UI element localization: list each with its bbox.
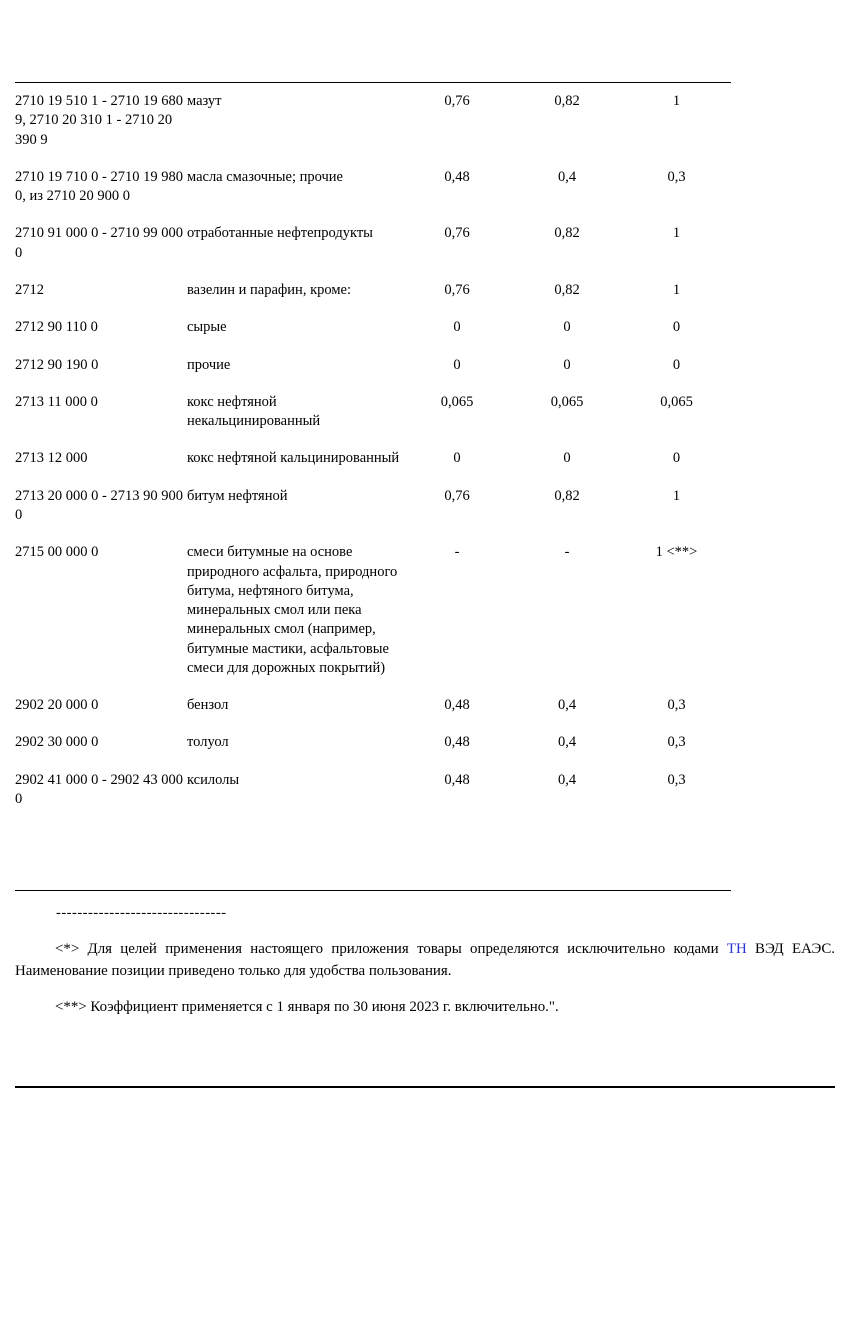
table-bottom-rule xyxy=(15,890,731,891)
cell-code: 2712 90 110 0 xyxy=(15,319,98,336)
cell-code: 2710 19 510 1 - 2710 19 680 9, 2710 20 310 1 - 2710 20 390 9 xyxy=(15,93,183,148)
cell-value-3: 0,3 xyxy=(667,168,686,185)
footnote-1-prefix: <*> Для целей применения настоящего приложения товары определяются исключительно кодами xyxy=(55,941,727,957)
cell-value-2: 0,4 xyxy=(557,734,577,751)
cell-value-2: 0 xyxy=(563,319,571,336)
cell-value-1: 0 xyxy=(453,356,461,373)
cell-value-2: 0,82 xyxy=(554,93,580,109)
cell-value-2: 0 xyxy=(563,450,571,467)
cell-code: 2712 xyxy=(15,281,44,298)
table-row xyxy=(15,724,731,761)
cell-name: бензол xyxy=(187,697,229,714)
cell-code: 2713 12 000 xyxy=(15,450,88,467)
page-bottom-rule xyxy=(15,1086,835,1088)
cell-value-3: 0,3 xyxy=(667,697,686,714)
cell-value-2: - xyxy=(564,544,570,561)
cell-code: 2712 90 190 0 xyxy=(15,356,99,373)
cell-value-1: 0,48 xyxy=(444,168,470,185)
cell-value-3: 0,065 xyxy=(660,393,693,410)
cell-value-1: - xyxy=(454,544,460,561)
cell-value-3: 0,3 xyxy=(667,734,686,751)
cell-name: ксилолы xyxy=(187,771,240,788)
cell-code: 2710 91 000 0 - 2710 99 000 0 xyxy=(15,225,183,261)
cell-code: 2902 30 000 0 xyxy=(15,734,99,751)
cell-name: сырые xyxy=(187,319,227,336)
table-row xyxy=(15,347,731,384)
cell-value-2: 0,065 xyxy=(550,393,584,410)
cell-value-2: 0,4 xyxy=(557,771,577,788)
footnote-separator: -------------------------------- xyxy=(56,905,227,921)
cell-code: 2710 19 710 0 - 2710 19 980 0, из 2710 20 900 0 xyxy=(15,168,183,205)
cell-name: кокс нефтяной кальцинированный xyxy=(187,450,400,467)
cell-value-1: 0 xyxy=(453,450,461,467)
cell-value-3: 1 xyxy=(672,225,681,242)
cell-value-2: 0,82 xyxy=(554,281,580,298)
cell-value-1: 0 xyxy=(453,319,461,336)
cell-name: смеси битумные на основе природного асфальта, природного битума, нефтяного битума, минеральных смол или пека минеральных смол (например, битумные мастики, асфальтовые смеси для дорожных покрытий) xyxy=(187,544,398,676)
cell-value-1: 0,76 xyxy=(444,225,470,242)
cell-code: 2713 20 000 0 - 2713 90 900 0 xyxy=(15,487,183,523)
cell-name: вазелин и парафин, кроме: xyxy=(187,281,351,298)
table-row xyxy=(15,272,731,309)
table-row xyxy=(15,384,731,441)
table-row xyxy=(15,687,731,724)
cell-value-1: 0,48 xyxy=(444,697,470,714)
cell-value-3: 0 xyxy=(672,450,681,467)
cell-value-2: 0,82 xyxy=(554,225,580,242)
cell-value-2: 0,4 xyxy=(557,697,577,714)
cell-code: 2713 11 000 0 xyxy=(15,393,98,410)
cell-value-3: 0 xyxy=(672,356,681,373)
cell-value-3: 1 <**> xyxy=(655,544,698,561)
tn-ved-link[interactable]: ТН xyxy=(726,941,747,957)
cell-code: 2715 00 000 0 xyxy=(15,544,99,561)
cell-name: масла смазочные; прочие xyxy=(187,168,343,185)
cell-value-1: 0,48 xyxy=(444,771,470,788)
table-row xyxy=(15,83,731,159)
cell-name: битум нефтяной xyxy=(187,487,288,504)
table-row xyxy=(15,440,731,477)
table-row xyxy=(15,309,731,346)
cell-value-1: 0,065 xyxy=(440,393,474,410)
table-row xyxy=(15,534,731,687)
tariff-table-body xyxy=(15,83,731,818)
cell-value-1: 0,48 xyxy=(444,734,470,751)
cell-value-3: 1 xyxy=(672,93,681,109)
footnote-1-suffix: ВЭД ЕАЭС. Наименование позиции приведено только для удобства пользования. xyxy=(15,941,835,980)
cell-value-3: 0 xyxy=(672,319,681,336)
cell-name: прочие xyxy=(187,356,231,373)
cell-value-1: 0,76 xyxy=(444,281,470,298)
cell-name: отработанные нефтепродукты xyxy=(187,225,373,242)
cell-value-1: 0,76 xyxy=(444,93,470,109)
table-row xyxy=(15,159,731,216)
table-row xyxy=(15,478,731,535)
table-row xyxy=(15,215,731,272)
cell-value-3: 1 xyxy=(672,487,681,504)
cell-name: мазут xyxy=(187,93,222,109)
cell-name: толуол xyxy=(187,734,229,751)
cell-value-3: 1 xyxy=(672,281,681,298)
table-row xyxy=(15,762,731,819)
cell-code: 2902 41 000 0 - 2902 43 000 0 xyxy=(15,771,183,808)
cell-name: кокс нефтяной некальцинированный xyxy=(187,393,321,430)
cell-value-2: 0,4 xyxy=(557,168,577,185)
footnote-1 xyxy=(15,938,835,982)
tariff-table xyxy=(15,83,731,818)
footnote-2: <**> Коэффициент применяется с 1 января по 30 июня 2023 г. включительно.". xyxy=(55,999,559,1015)
cell-value-1: 0,76 xyxy=(444,487,470,504)
cell-code: 2902 20 000 0 xyxy=(15,697,99,714)
cell-value-3: 0,3 xyxy=(667,771,686,788)
cell-value-2: 0,82 xyxy=(554,487,580,504)
cell-value-2: 0 xyxy=(563,356,571,373)
